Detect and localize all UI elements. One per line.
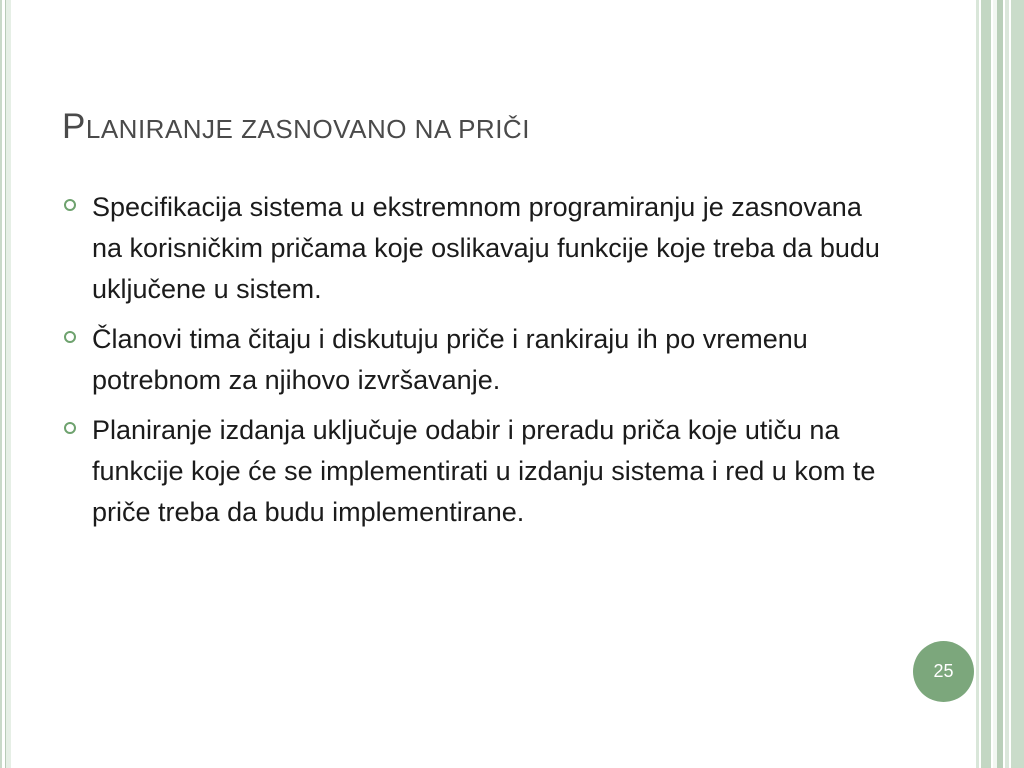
slide-title-initial: P [62, 107, 86, 146]
bullet-list [64, 187, 884, 542]
slide-title-rest: LANIRANJE ZASNOVANO NA PRIČI [85, 114, 530, 144]
slide-title [62, 107, 530, 147]
right-decor-stripe [1011, 0, 1024, 768]
bullet-circle-icon [64, 199, 76, 211]
bullet-item [64, 187, 884, 310]
bullet-circle-icon [64, 331, 76, 343]
right-decor-stripe [997, 0, 1003, 768]
right-decor-stripe [981, 0, 991, 768]
bullet-text: Članovi tima čitaju i diskutuju priče i rankiraju ih po vremenu potrebnom za njihovo izvršavanje. [92, 324, 808, 395]
page-number-badge [913, 641, 974, 702]
bullet-circle-icon [64, 422, 76, 434]
right-decor-stripe [976, 0, 979, 768]
bullet-text: Specifikacija sistema u ekstremnom programiranju je zasnovana na korisničkim pričama koje oslikavaju funkcije koje treba da budu uključene u sistem. [92, 192, 880, 304]
left-border-band [5, 0, 11, 768]
bullet-item [64, 319, 884, 401]
right-decor-stripe [1005, 0, 1009, 768]
bullet-item [64, 410, 884, 533]
page-number: 25 [933, 661, 954, 681]
left-border-line [0, 0, 2, 768]
bullet-text: Planiranje izdanja uključuje odabir i preradu priča koje utiču na funkcije koje će se implementirati u izdanju sistema i red u kom te priče treba da budu implementirane. [92, 415, 876, 527]
